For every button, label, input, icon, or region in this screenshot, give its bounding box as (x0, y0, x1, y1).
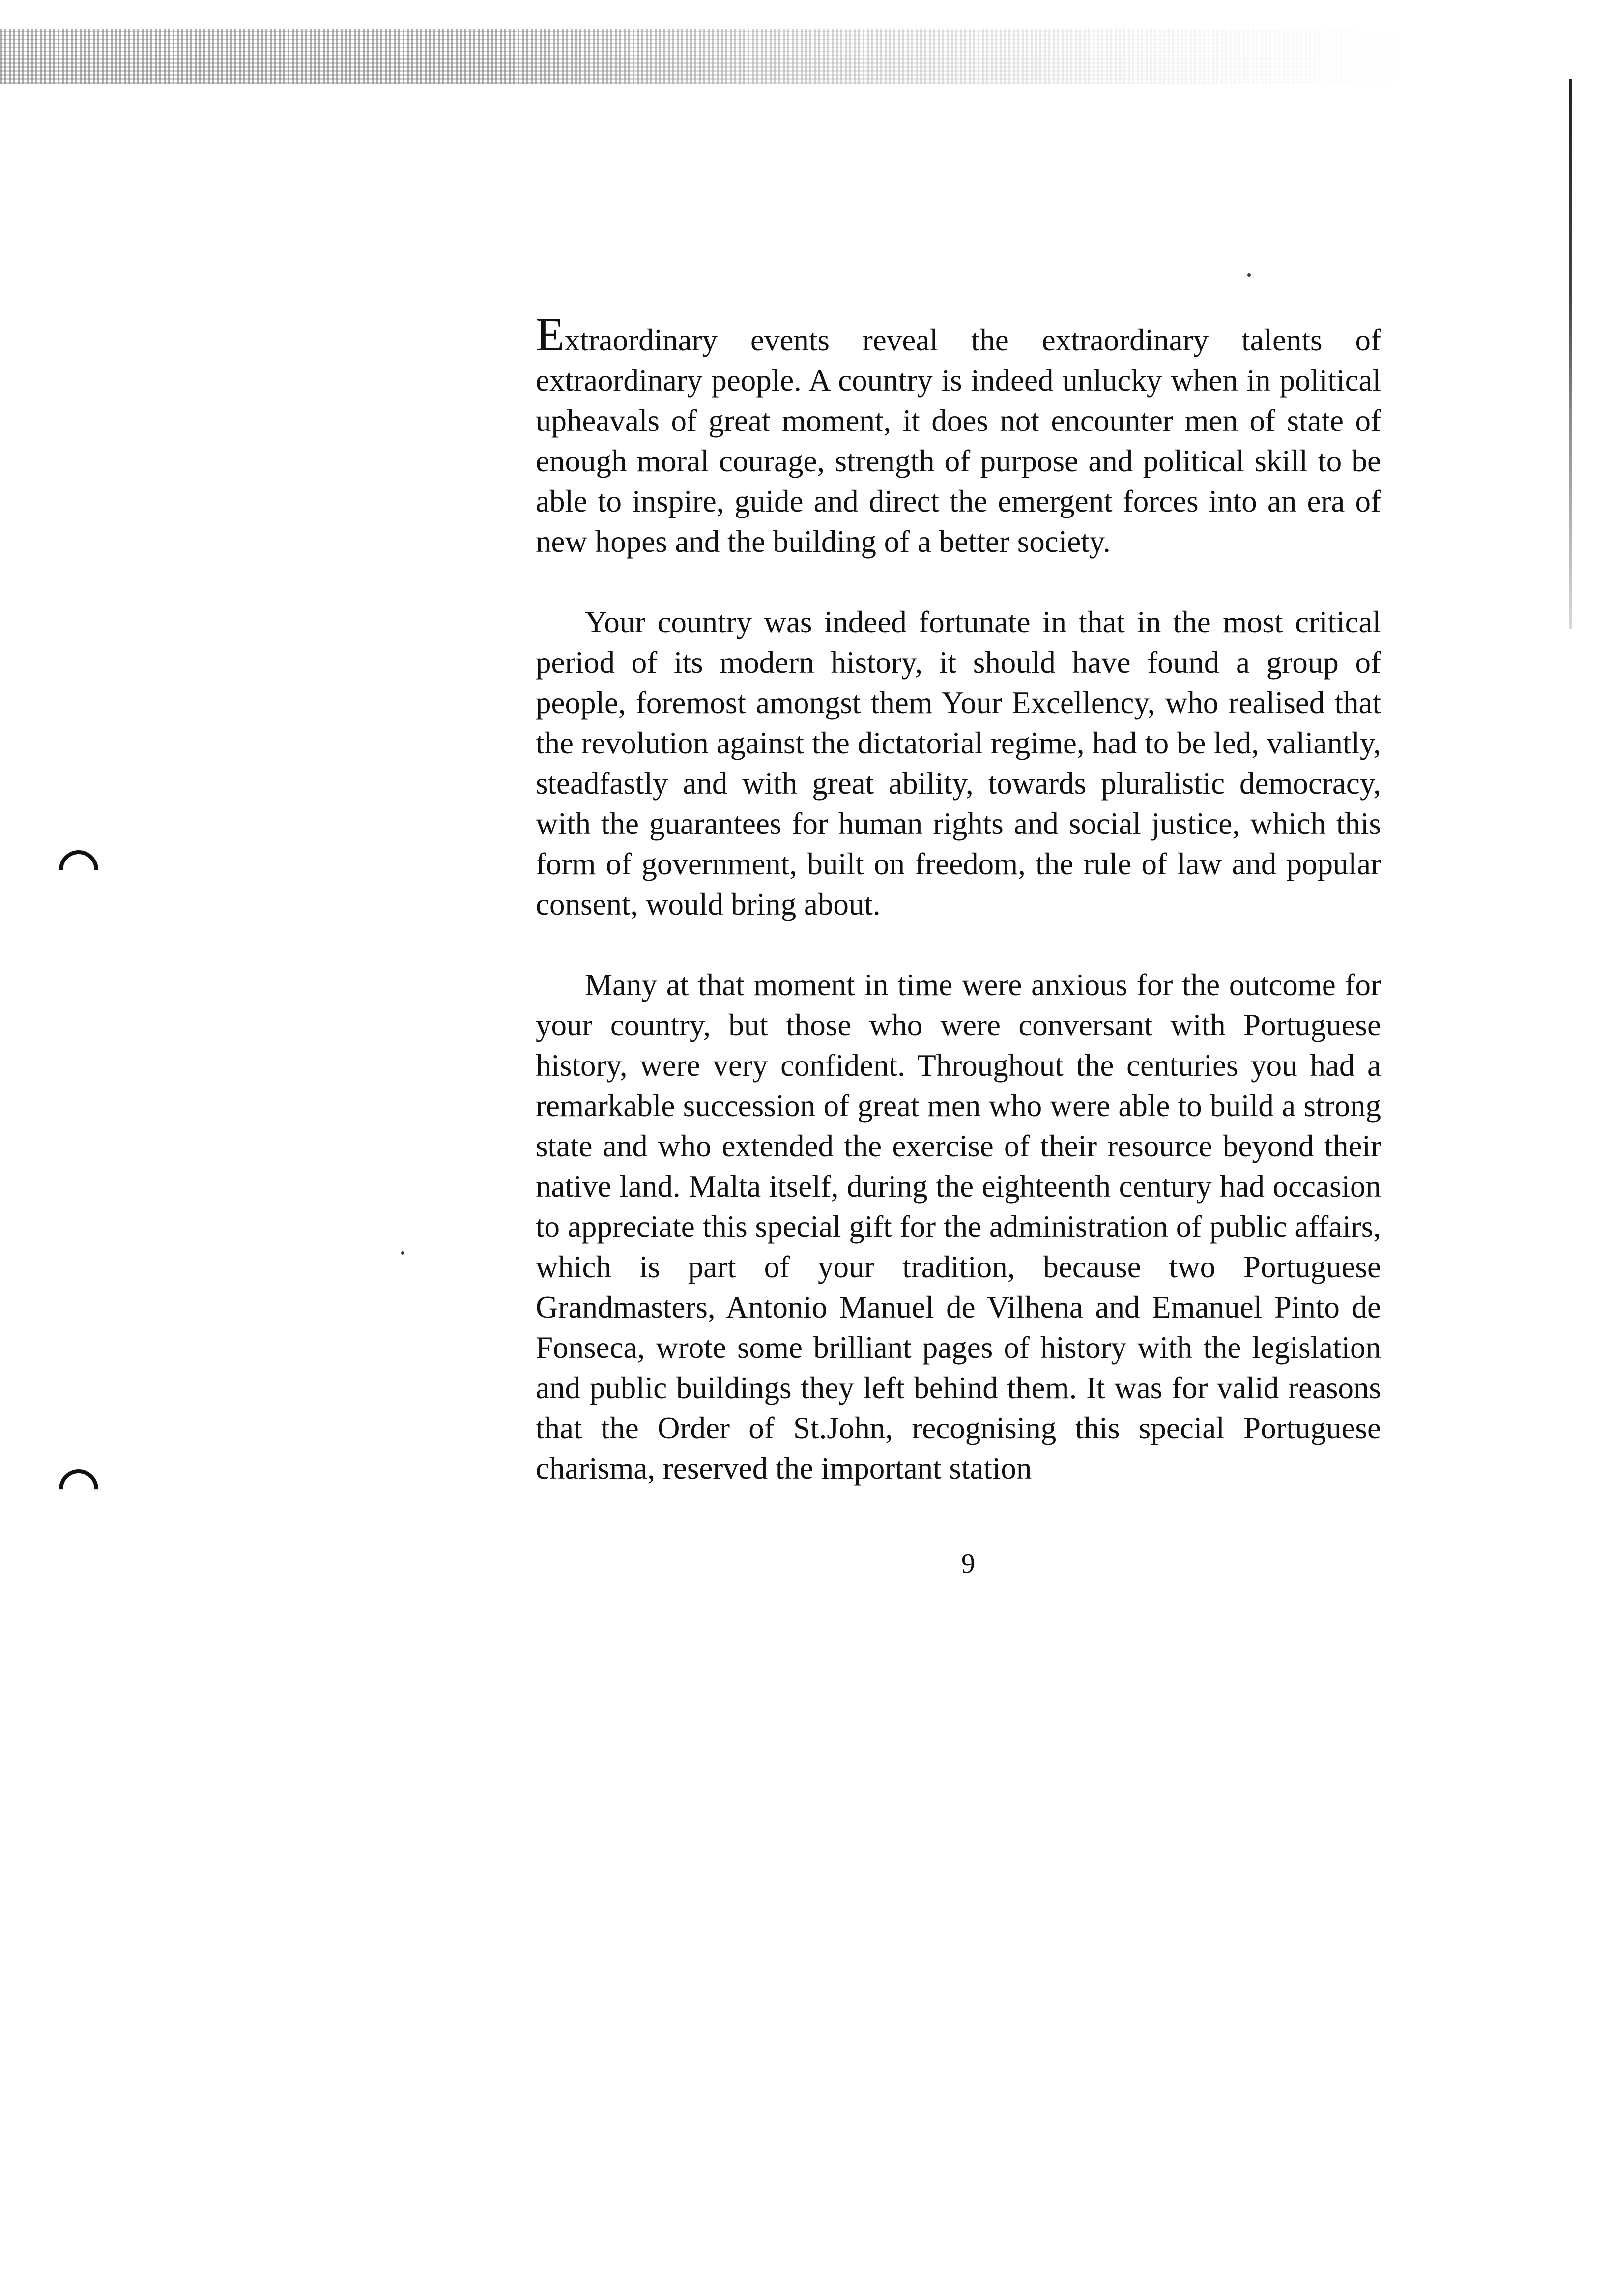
paragraph: Many at that moment in time were anxious for the outcome for your country, but those who were conversant with Portuguese history, were very confident. Throughout the centuries you had a remarkable succession of great men who were able to build a strong state and who extended the exercise of their resource beyond their native land. Malta itself, during the eighteenth century had occasion to appreciate this special gift for the administration of public affairs, which is part of your tradition, because two Portuguese Grandmasters, Antonio Manuel de Vilhena and Emanuel Pinto de Fonseca, wrote some brilliant pages of history with the legislation and public buildings they left behind them. It was for valid reasons that the Order of St.John, recognising this special Portuguese charisma, reserved the important station (536, 968, 1381, 1486)
punch-hole-mark (51, 842, 106, 897)
punch-hole-mark (51, 1461, 106, 1517)
scan-noise-top (0, 29, 1425, 84)
scan-edge-right (1569, 79, 1572, 629)
scan-speck (1247, 273, 1251, 277)
paragraph: Extraordinary events reveal the extraordinary talents of extraordinary people. A country is indeed unlucky when in political upheavals of great moment, it does not encounter men of state of enough moral courage, strength of purpose and political skill to be able to inspire, guide and direct the emergent forces into an era of new hopes and the building of a better society. (536, 308, 1381, 559)
page-body (536, 308, 1381, 1529)
page-number: 9 (961, 1549, 975, 1579)
paragraph: Your country was indeed fortunate in that in the most critical period of its modern history, it should have found a group of people, foremost amongst them Your Excellency, who realised that the revolution against the dictatorial regime, had to be led, valiantly, steadfastly and with great ability, towards pluralistic democracy, with the guarantees for human rights and social justice, which this form of government, built on freedom, the rule of law and popular consent, would bring about. (536, 605, 1381, 921)
scan-speck (401, 1251, 404, 1255)
